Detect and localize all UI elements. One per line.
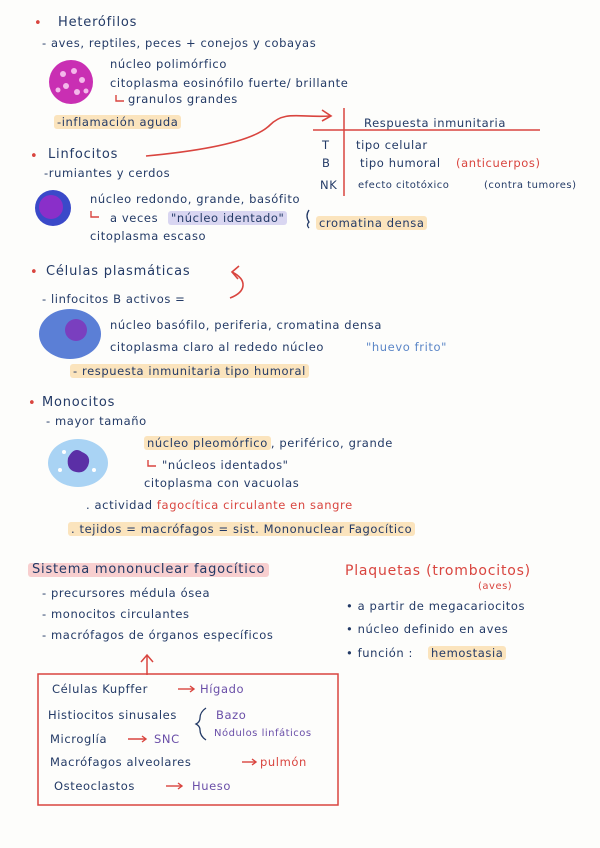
respuesta-row-note: (contra tumores) [484, 180, 577, 191]
heading-linfocitos: Linfocitos [48, 147, 119, 162]
monocitos-nucleo [144, 436, 393, 450]
linfocitos-citoplasma: citoplasma escaso [90, 229, 207, 243]
heterofilos-species: - aves, reptiles, peces + conejos y cobayas [42, 36, 317, 50]
respuesta-row-desc: efecto citotóxico [358, 180, 450, 191]
bullet-linfocitos: • [30, 149, 38, 164]
heterofilos-nucleo: núcleo polimórfico [110, 57, 227, 71]
heterofilos-citoplasma: citoplasma eosinófilo fuerte/ brillante [110, 76, 349, 90]
bullet-heterofilos: • [34, 16, 42, 31]
bullet-plasmaticas: • [30, 265, 38, 280]
box-cell: Osteoclastos [54, 779, 135, 793]
sistema-item: - macrófagos de órganos específicos [42, 628, 274, 642]
plaquetas-item: • a partir de megacariocitos [346, 599, 526, 613]
celula-plasmatica-icon [39, 309, 101, 359]
monocitos-citoplasma: citoplasma con vacuolas [144, 476, 300, 490]
monocito-cell-icon [48, 439, 108, 487]
monocitos-actividad-sangre: en sangre [290, 498, 353, 512]
sistema-item: - monocitos circulantes [42, 607, 190, 621]
plasmaticas-nucleo: núcleo basófilo, periferia, cromatina densa [110, 318, 383, 332]
respuesta-row-note: (anticuerpos) [456, 156, 541, 170]
plasmaticas-citoplasma: citoplasma claro al rededo núcleo [110, 340, 325, 354]
sistema-item: - precursores médula ósea [42, 586, 211, 600]
monocitos-identados: "núcleos identados" [162, 458, 289, 472]
plasmaticas-linfo-b: - linfocitos B activos = [42, 292, 186, 306]
box-organ-nodulos: Nódulos linfáticos [214, 728, 312, 739]
box-cell: Células Kupffer [52, 682, 148, 696]
plasmaticas-huevo-frito: "huevo frito" [366, 340, 448, 354]
monocitos-actividad-prefix: . actividad [86, 498, 153, 512]
box-cell: Microglía [50, 732, 108, 746]
respuesta-row-desc: tipo humoral [360, 156, 441, 170]
monocitos-actividad-fago: fagocítica circulante [156, 498, 286, 512]
box-cell: Histiocitos sinusales [48, 708, 177, 722]
linfocitos-cromatina: cromatina densa [316, 216, 427, 230]
linfocitos-a-veces: a veces [110, 211, 159, 225]
monocitos-nucleo-highlight: núcleo pleomórfico [144, 436, 271, 450]
box-organ-bazo: Bazo [216, 708, 247, 722]
box-organ: Hígado [200, 682, 245, 696]
linfocitos-nucleo-identado: "núcleo identado" [168, 211, 287, 225]
respuesta-row-type: T [322, 138, 330, 152]
respuesta-row-type: NK [320, 178, 338, 192]
box-organ: pulmón [260, 755, 307, 769]
respuesta-row-desc: tipo celular [356, 138, 428, 152]
respuesta-row-type: B [322, 156, 331, 170]
heterofilos-inflamacion: -inflamación aguda [54, 115, 181, 129]
monocitos-actividad [86, 498, 353, 512]
monocitos-tamano: - mayor tamaño [46, 414, 147, 428]
linfocitos-nucleo: núcleo redondo, grande, basófito [90, 192, 301, 206]
heading-plasmaticas: Células plasmáticas [46, 264, 191, 279]
plaquetas-funcion-value: hemostasia [428, 646, 506, 660]
heading-plaquetas: Plaquetas (trombocitos) [345, 563, 531, 579]
box-organ: Hueso [192, 779, 232, 793]
heterofilo-cell-icon [49, 60, 93, 104]
linfocito-cell-icon [35, 190, 71, 226]
respuesta-table-header: Respuesta inmunitaria [364, 116, 506, 130]
box-cell: Macrófagos alveolares [50, 755, 192, 769]
monocitos-tejidos: . tejidos = macrófagos = sist. Mononuclear Fagocítico [68, 522, 415, 536]
plaquetas-item: • núcleo definido en aves [346, 622, 509, 636]
plaquetas-item: • función : [346, 646, 414, 660]
heading-heterofilos: Heterófilos [58, 15, 138, 30]
monocitos-nucleo-rest: , periférico, grande [270, 436, 393, 450]
plasmaticas-respuesta: - respuesta inmunitaria tipo humoral [70, 364, 309, 378]
heterofilos-granulos: granulos grandes [128, 92, 238, 106]
heading-monocitos: Monocitos [42, 395, 116, 410]
box-organ: SNC [154, 732, 180, 746]
linfocitos-species: -rumiantes y cerdos [44, 166, 171, 180]
heading-sistema: Sistema mononuclear fagocítico [28, 563, 269, 577]
arrow-plasmaticas [230, 272, 243, 298]
bullet-monocitos: • [28, 396, 36, 411]
plaquetas-aves: (aves) [478, 581, 513, 592]
